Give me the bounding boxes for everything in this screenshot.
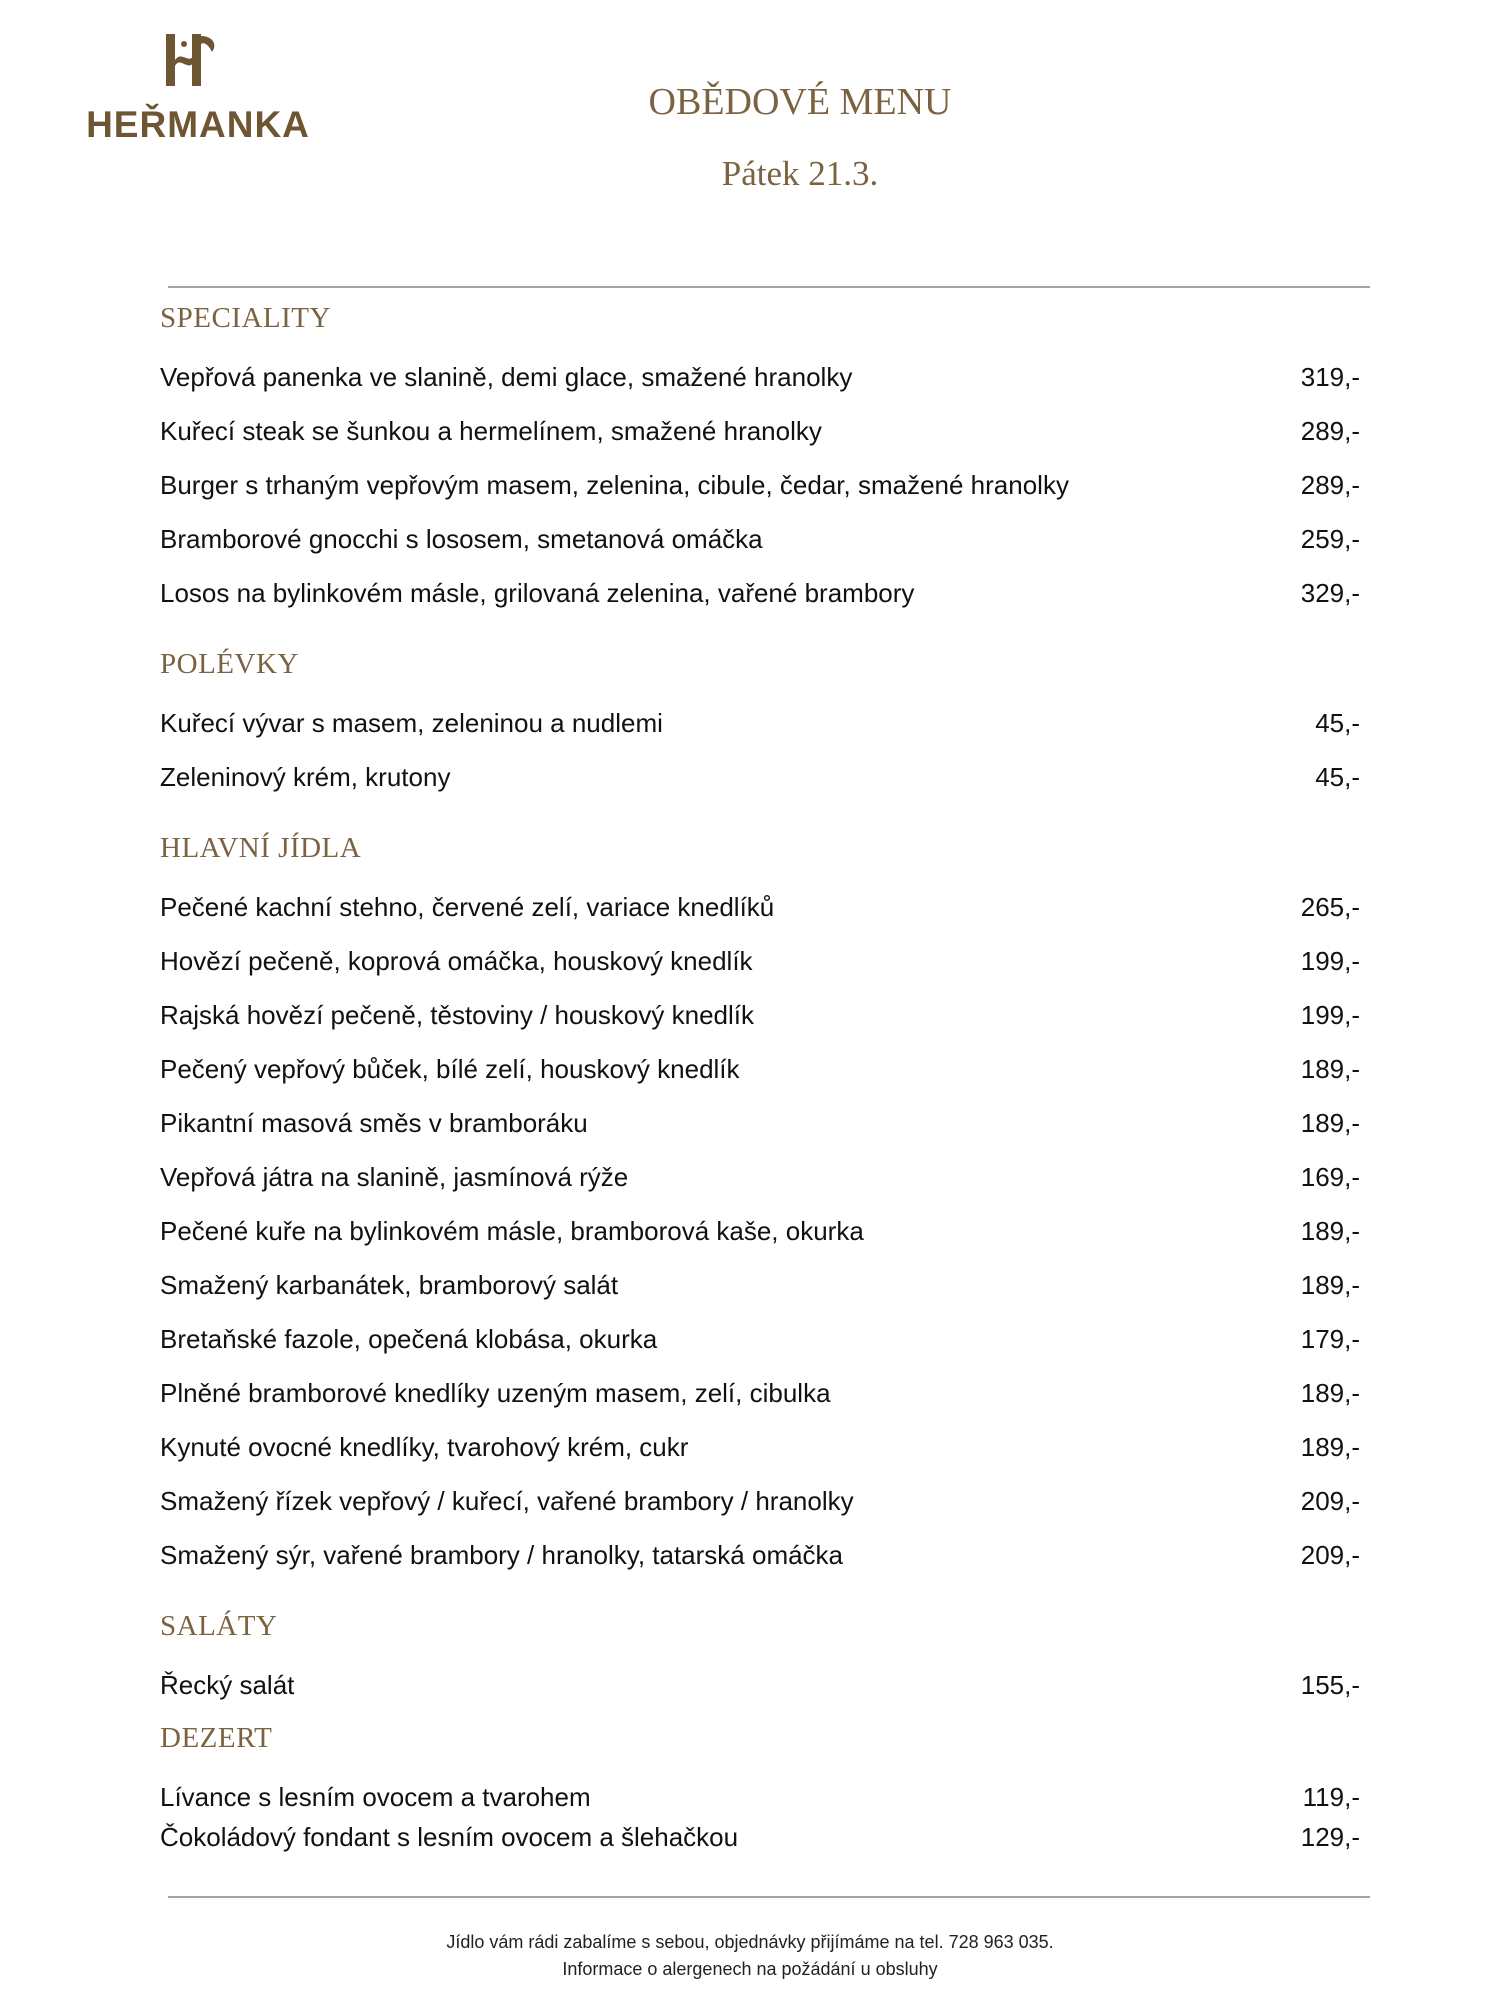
h-monogram-icon bbox=[160, 30, 236, 90]
menu-item bbox=[160, 1216, 1360, 1256]
item-name: Pečené kachní stehno, červené zelí, variace knedlíků bbox=[160, 892, 775, 922]
item-name: Řecký salát bbox=[160, 1670, 295, 1700]
item-name: Bretaňské fazole, opečená klobása, okurka bbox=[160, 1324, 658, 1354]
item-name: Lívance s lesním ovocem a tvarohem bbox=[160, 1782, 591, 1812]
menu-item bbox=[160, 1162, 1360, 1202]
item-price: 319,- bbox=[1300, 362, 1360, 392]
item-price: 329,- bbox=[1300, 578, 1360, 608]
menu-item bbox=[160, 892, 1360, 932]
item-price: 289,- bbox=[1300, 416, 1360, 446]
item-name: Zeleninový krém, krutony bbox=[160, 762, 451, 792]
menu-item bbox=[160, 1486, 1360, 1526]
item-name: Bramborové gnocchi s lososem, smetanová omáčka bbox=[160, 524, 763, 554]
menu-item bbox=[160, 362, 1360, 402]
item-name: Vepřová játra na slanině, jasmínová rýže bbox=[160, 1162, 629, 1192]
menu-item bbox=[160, 1324, 1360, 1364]
item-price: 189,- bbox=[1300, 1108, 1360, 1138]
menu-date: Pátek 21.3. bbox=[721, 154, 879, 193]
item-name: Hovězí pečeně, koprová omáčka, houskový knedlík bbox=[160, 946, 753, 976]
item-name: Smažený sýr, vařené brambory / hranolky, tatarská omáčka bbox=[160, 1540, 844, 1570]
item-name: Smažený karbanátek, bramborový salát bbox=[160, 1270, 619, 1300]
menu-item bbox=[160, 1054, 1360, 1094]
item-price: 209,- bbox=[1300, 1540, 1360, 1570]
item-name: Smažený řízek vepřový / kuřecí, vařené brambory / hranolky bbox=[160, 1486, 854, 1516]
item-name: Kuřecí vývar s masem, zeleninou a nudlemi bbox=[160, 708, 663, 738]
section-title-salads: SALÁTY bbox=[160, 1610, 278, 1642]
item-price: 129,- bbox=[1300, 1822, 1360, 1852]
menu-item bbox=[160, 1270, 1360, 1310]
section-title-soups: POLÉVKY bbox=[160, 648, 299, 680]
item-price: 265,- bbox=[1300, 892, 1360, 922]
item-price: 155,- bbox=[1300, 1670, 1360, 1700]
page-title: OBĚDOVÉ MENU bbox=[648, 81, 952, 123]
menu-item bbox=[160, 524, 1360, 564]
section-title-main-dishes: HLAVNÍ JÍDLA bbox=[160, 832, 362, 864]
menu-item bbox=[160, 1378, 1360, 1418]
item-price: 259,- bbox=[1300, 524, 1360, 554]
menu-item bbox=[160, 1670, 1360, 1710]
footer-allergen-note: Informace o alergenech na požádání u obsluhy bbox=[562, 1959, 938, 1979]
item-name: Plněné bramborové knedlíky uzeným masem, zelí, cibulka bbox=[160, 1378, 831, 1408]
item-price: 199,- bbox=[1300, 1000, 1360, 1030]
item-name: Pečené kuře na bylinkovém másle, bramborová kaše, okurka bbox=[160, 1216, 864, 1246]
menu-item bbox=[160, 1000, 1360, 1040]
menu-item bbox=[160, 578, 1360, 618]
footer-takeaway-note: Jídlo vám rádi zabalíme s sebou, objednávky přijímáme na tel. 728 963 035. bbox=[446, 1932, 1054, 1952]
item-name: Losos na bylinkovém másle, grilovaná zelenina, vařené brambory bbox=[160, 578, 915, 608]
section-title-dessert: DEZERT bbox=[160, 1722, 273, 1754]
item-price: 189,- bbox=[1300, 1270, 1360, 1300]
item-price: 45,- bbox=[1315, 708, 1360, 738]
menu-item bbox=[160, 1822, 1360, 1862]
brand-name: HEŘMANKA bbox=[86, 104, 310, 145]
item-name: Pečený vepřový bůček, bílé zelí, houskový knedlík bbox=[160, 1054, 740, 1084]
bottom-divider bbox=[168, 1896, 1370, 1898]
item-name: Pikantní masová směs v bramboráku bbox=[160, 1108, 588, 1138]
menu-item bbox=[160, 1540, 1360, 1580]
menu-item bbox=[160, 1108, 1360, 1148]
item-name: Vepřová panenka ve slanině, demi glace, smažené hranolky bbox=[160, 362, 853, 392]
brand-logo bbox=[84, 30, 312, 150]
item-price: 169,- bbox=[1300, 1162, 1360, 1192]
item-name: Burger s trhaným vepřovým masem, zelenina, cibule, čedar, smažené hranolky bbox=[160, 470, 1069, 500]
item-name: Kuřecí steak se šunkou a hermelínem, smažené hranolky bbox=[160, 416, 822, 446]
item-price: 209,- bbox=[1300, 1486, 1360, 1516]
item-price: 189,- bbox=[1300, 1054, 1360, 1084]
menu-item bbox=[160, 470, 1360, 510]
menu-item bbox=[160, 416, 1360, 456]
item-price: 45,- bbox=[1315, 762, 1360, 792]
item-price: 289,- bbox=[1300, 470, 1360, 500]
item-price: 189,- bbox=[1300, 1378, 1360, 1408]
item-price: 119,- bbox=[1302, 1782, 1360, 1812]
item-price: 189,- bbox=[1300, 1216, 1360, 1246]
menu-item bbox=[160, 1782, 1360, 1822]
section-title-speciality: SPECIALITY bbox=[160, 302, 331, 334]
menu-item bbox=[160, 1432, 1360, 1472]
menu-item bbox=[160, 762, 1360, 802]
item-name: Čokoládový fondant s lesním ovocem a šlehačkou bbox=[160, 1822, 739, 1852]
item-name: Rajská hovězí pečeně, těstoviny / houskový knedlík bbox=[160, 1000, 754, 1030]
item-price: 189,- bbox=[1300, 1432, 1360, 1462]
item-name: Kynuté ovocné knedlíky, tvarohový krém, cukr bbox=[160, 1432, 689, 1462]
menu-item bbox=[160, 946, 1360, 986]
item-price: 199,- bbox=[1300, 946, 1360, 976]
menu-item bbox=[160, 708, 1360, 748]
top-divider bbox=[168, 286, 1370, 288]
item-price: 179,- bbox=[1300, 1324, 1360, 1354]
